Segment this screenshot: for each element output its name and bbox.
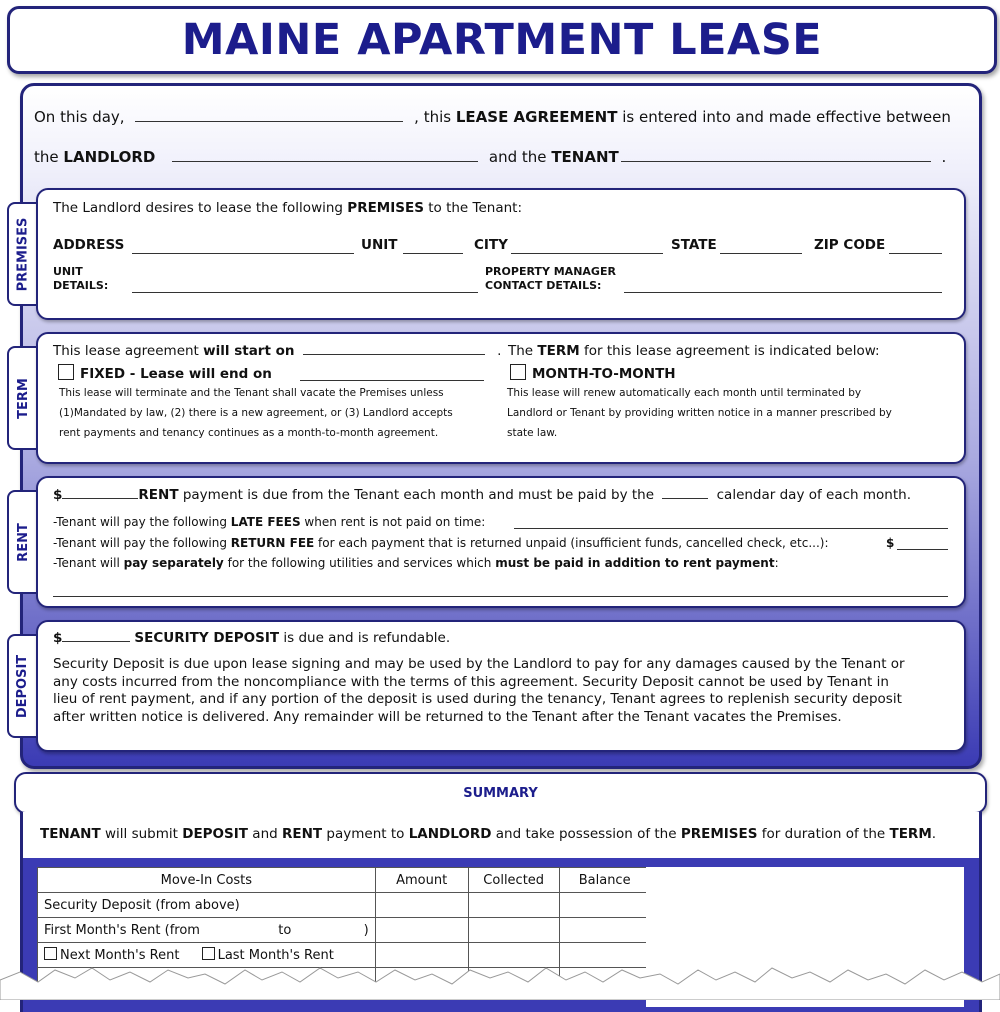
intro-line-2 (34, 148, 946, 166)
summary-bold: TENANT (40, 826, 101, 842)
intro-text: and the (488, 148, 547, 166)
date-field[interactable] (135, 120, 403, 122)
document-title: MAINE APARTMENT LEASE (181, 15, 823, 65)
summary-bold: LANDLORD (408, 826, 492, 842)
return-fee-field[interactable] (897, 549, 948, 550)
premises-intro (53, 200, 522, 216)
rent-label: RENT (138, 487, 179, 503)
premises-label: PREMISES (347, 200, 424, 216)
address-field[interactable] (132, 253, 354, 254)
landlord-field[interactable] (172, 160, 478, 162)
month-to-month-option[interactable] (510, 364, 676, 382)
late-fees-field[interactable] (514, 528, 948, 529)
summary-banner (14, 772, 987, 814)
column-header: Amount (375, 868, 468, 893)
term-start-line (53, 343, 501, 359)
row-label (38, 918, 376, 943)
rent-due-line (53, 487, 911, 503)
dollar-sign: $ (53, 487, 63, 503)
tab-label: PREMISES (15, 217, 31, 291)
address-label: ADDRESS (53, 237, 125, 253)
fixed-description (59, 383, 453, 443)
rent-text: for each payment that is returned unpaid (insufficient funds, cancelled check, etc...): (318, 536, 829, 550)
summary-statement (40, 826, 936, 842)
mtm-desc-line: state law. (507, 427, 558, 439)
tenant-label: TENANT (551, 148, 619, 166)
row-label: Security Deposit (from above) (38, 893, 376, 918)
paren-label: ) (363, 922, 369, 938)
security-deposit-label: SECURITY DEPOSIT (134, 630, 280, 646)
fixed-desc-line: rent payments and tenancy continues as a month-to-month agreement. (59, 427, 439, 439)
unit-details-field[interactable] (132, 292, 478, 293)
dollar-sign: $ (53, 630, 63, 646)
collected-cell[interactable] (468, 893, 559, 918)
rent-amount-field[interactable] (62, 497, 138, 499)
term-text: . (497, 343, 502, 359)
pm-line: PROPERTY MANAGER (485, 265, 616, 278)
summary-bold: TERM (889, 826, 932, 842)
summary-heading: SUMMARY (463, 785, 538, 801)
first-month-label: First Month's Rent (from (44, 922, 200, 938)
month-to-month-description (507, 383, 892, 443)
rent-text: -Tenant will pay the following (53, 515, 227, 529)
tab-label: RENT (15, 522, 31, 562)
term-label: will start on (203, 343, 295, 359)
landlord-label: LANDLORD (63, 148, 156, 166)
unit-details-label (53, 265, 108, 293)
return-fee-label: RETURN FEE (230, 536, 315, 550)
term-text: for this lease agreement is indicated below: (583, 343, 880, 359)
last-month-label: Last Month's Rent (217, 948, 334, 963)
deposit-terms-line: any costs incurred from the noncompliance with the terms of this agreement. Security Deposit cannot be used by Tenant in (53, 673, 889, 690)
city-label: CITY (474, 237, 508, 253)
rent-text: payment is due from the Tenant each month and must be paid by the (182, 487, 655, 503)
deposit-text: is due and is refundable. (283, 630, 451, 646)
lease-agreement-label: LEASE AGREEMENT (455, 108, 618, 126)
month-to-month-checkbox[interactable] (510, 364, 526, 380)
mtm-desc-line: This lease will renew automatically each month until terminated by (507, 387, 862, 399)
utilities-field[interactable] (53, 596, 948, 597)
summary-bold: DEPOSIT (182, 826, 248, 842)
torn-edge-decoration (0, 958, 1000, 1000)
unit-label: UNIT (361, 237, 398, 253)
tab-premises (7, 202, 37, 306)
summary-bold: RENT (282, 826, 323, 842)
intro-text: is entered into and made effective between (622, 108, 951, 126)
summary-bold: PREMISES (680, 826, 758, 842)
late-fees-label: LATE FEES (230, 515, 301, 529)
unit-details-line: UNIT (53, 265, 83, 278)
fixed-checkbox[interactable] (58, 364, 74, 380)
rent-text: for the following utilities and services which (227, 556, 492, 570)
amount-cell[interactable] (375, 918, 468, 943)
unit-details-line: DETAILS: (53, 279, 109, 292)
table-header-row (38, 868, 651, 893)
torn-edge-path (0, 968, 1000, 1000)
unit-field[interactable] (403, 253, 463, 254)
intro-line-1 (34, 108, 951, 126)
rent-text: calendar day of each month. (716, 487, 911, 503)
zip-field[interactable] (889, 253, 942, 254)
intro-text: the (34, 148, 59, 166)
tab-label: DEPOSIT (15, 654, 31, 718)
rent-text: when rent is not paid on time: (304, 515, 486, 529)
due-day-field[interactable] (662, 497, 708, 499)
table-row (38, 893, 651, 918)
term-text: This lease agreement (53, 343, 199, 359)
summary-text: for duration of the (761, 826, 886, 842)
balance-cell[interactable] (559, 918, 650, 943)
city-field[interactable] (511, 253, 663, 254)
property-manager-label (485, 265, 616, 293)
intro-text: On this day, (34, 108, 125, 126)
deposit-terms-line: after written notice is delivered. Any remainder will be returned to the Tenant after the Tenant vacates the Premises. (53, 708, 842, 725)
column-header: Collected (468, 868, 559, 893)
end-date-field[interactable] (300, 380, 484, 381)
deposit-terms (53, 656, 953, 726)
premises-text: to the Tenant: (428, 200, 523, 216)
summary-text: will submit (104, 826, 178, 842)
rent-text: -Tenant will pay the following (53, 536, 227, 550)
fixed-desc-line: (1)Mandated by law, (2) there is a new agreement, or (3) Landlord accepts (59, 407, 453, 419)
rent-text: -Tenant will (53, 556, 120, 570)
premises-text: The Landlord desires to lease the following (53, 200, 343, 216)
term-indicator-line (508, 343, 880, 359)
fixed-desc-line: This lease will terminate and the Tenant shall vacate the Premises unless (59, 387, 444, 399)
start-date-field[interactable] (303, 353, 485, 355)
fixed-label: FIXED - Lease will end on (80, 366, 272, 382)
balance-cell[interactable] (559, 893, 650, 918)
deposit-amount-field[interactable] (62, 640, 130, 642)
return-fee-line (53, 536, 829, 550)
term-text: The (508, 343, 534, 359)
collected-cell[interactable] (468, 918, 559, 943)
summary-text: . (931, 826, 937, 842)
deposit-terms-line: Security Deposit is due upon lease signing and may be used by the Landlord to pay for any damages caused by the Tenant or (53, 656, 905, 672)
term-label: TERM (537, 343, 580, 359)
table-row (38, 918, 651, 943)
must-be-paid-label: must be paid in addition to rent payment (495, 556, 775, 570)
month-to-month-label: MONTH-TO-MONTH (532, 366, 676, 382)
summary-text: and (252, 826, 278, 842)
intro-text: . (941, 148, 947, 166)
return-fee-dollar: $ (886, 536, 895, 550)
column-header: Move-In Costs (38, 868, 376, 893)
deposit-line (53, 630, 450, 646)
title-banner (7, 6, 997, 74)
rent-text: : (774, 556, 779, 570)
zip-label: ZIP CODE (814, 237, 886, 253)
deposit-terms-line: lieu of rent payment, and if any portion of the deposit is used during the tenancy, Tenant agrees to replenish security deposit (53, 691, 902, 707)
property-manager-field[interactable] (624, 292, 942, 293)
mtm-desc-line: Landlord or Tenant by providing written notice in a manner prescribed by (507, 407, 892, 419)
pm-line: CONTACT DETAILS: (485, 279, 602, 292)
state-field[interactable] (720, 253, 802, 254)
tenant-field[interactable] (621, 160, 931, 162)
tab-label: TERM (15, 377, 31, 419)
tab-term (7, 346, 37, 450)
intro-text: , this (414, 108, 452, 126)
state-label: STATE (671, 237, 717, 253)
fixed-option[interactable] (58, 364, 272, 382)
tab-deposit (7, 634, 37, 738)
late-fees-line (53, 515, 485, 529)
pay-separately-label: pay separately (123, 556, 224, 570)
summary-text: payment to (326, 826, 405, 842)
utilities-line (53, 556, 779, 570)
to-label: to (278, 922, 292, 938)
column-header: Balance (559, 868, 650, 893)
amount-cell[interactable] (375, 893, 468, 918)
next-month-label: Next Month's Rent (60, 948, 180, 963)
tab-rent (7, 490, 37, 594)
summary-text: and take possession of the (495, 826, 677, 842)
